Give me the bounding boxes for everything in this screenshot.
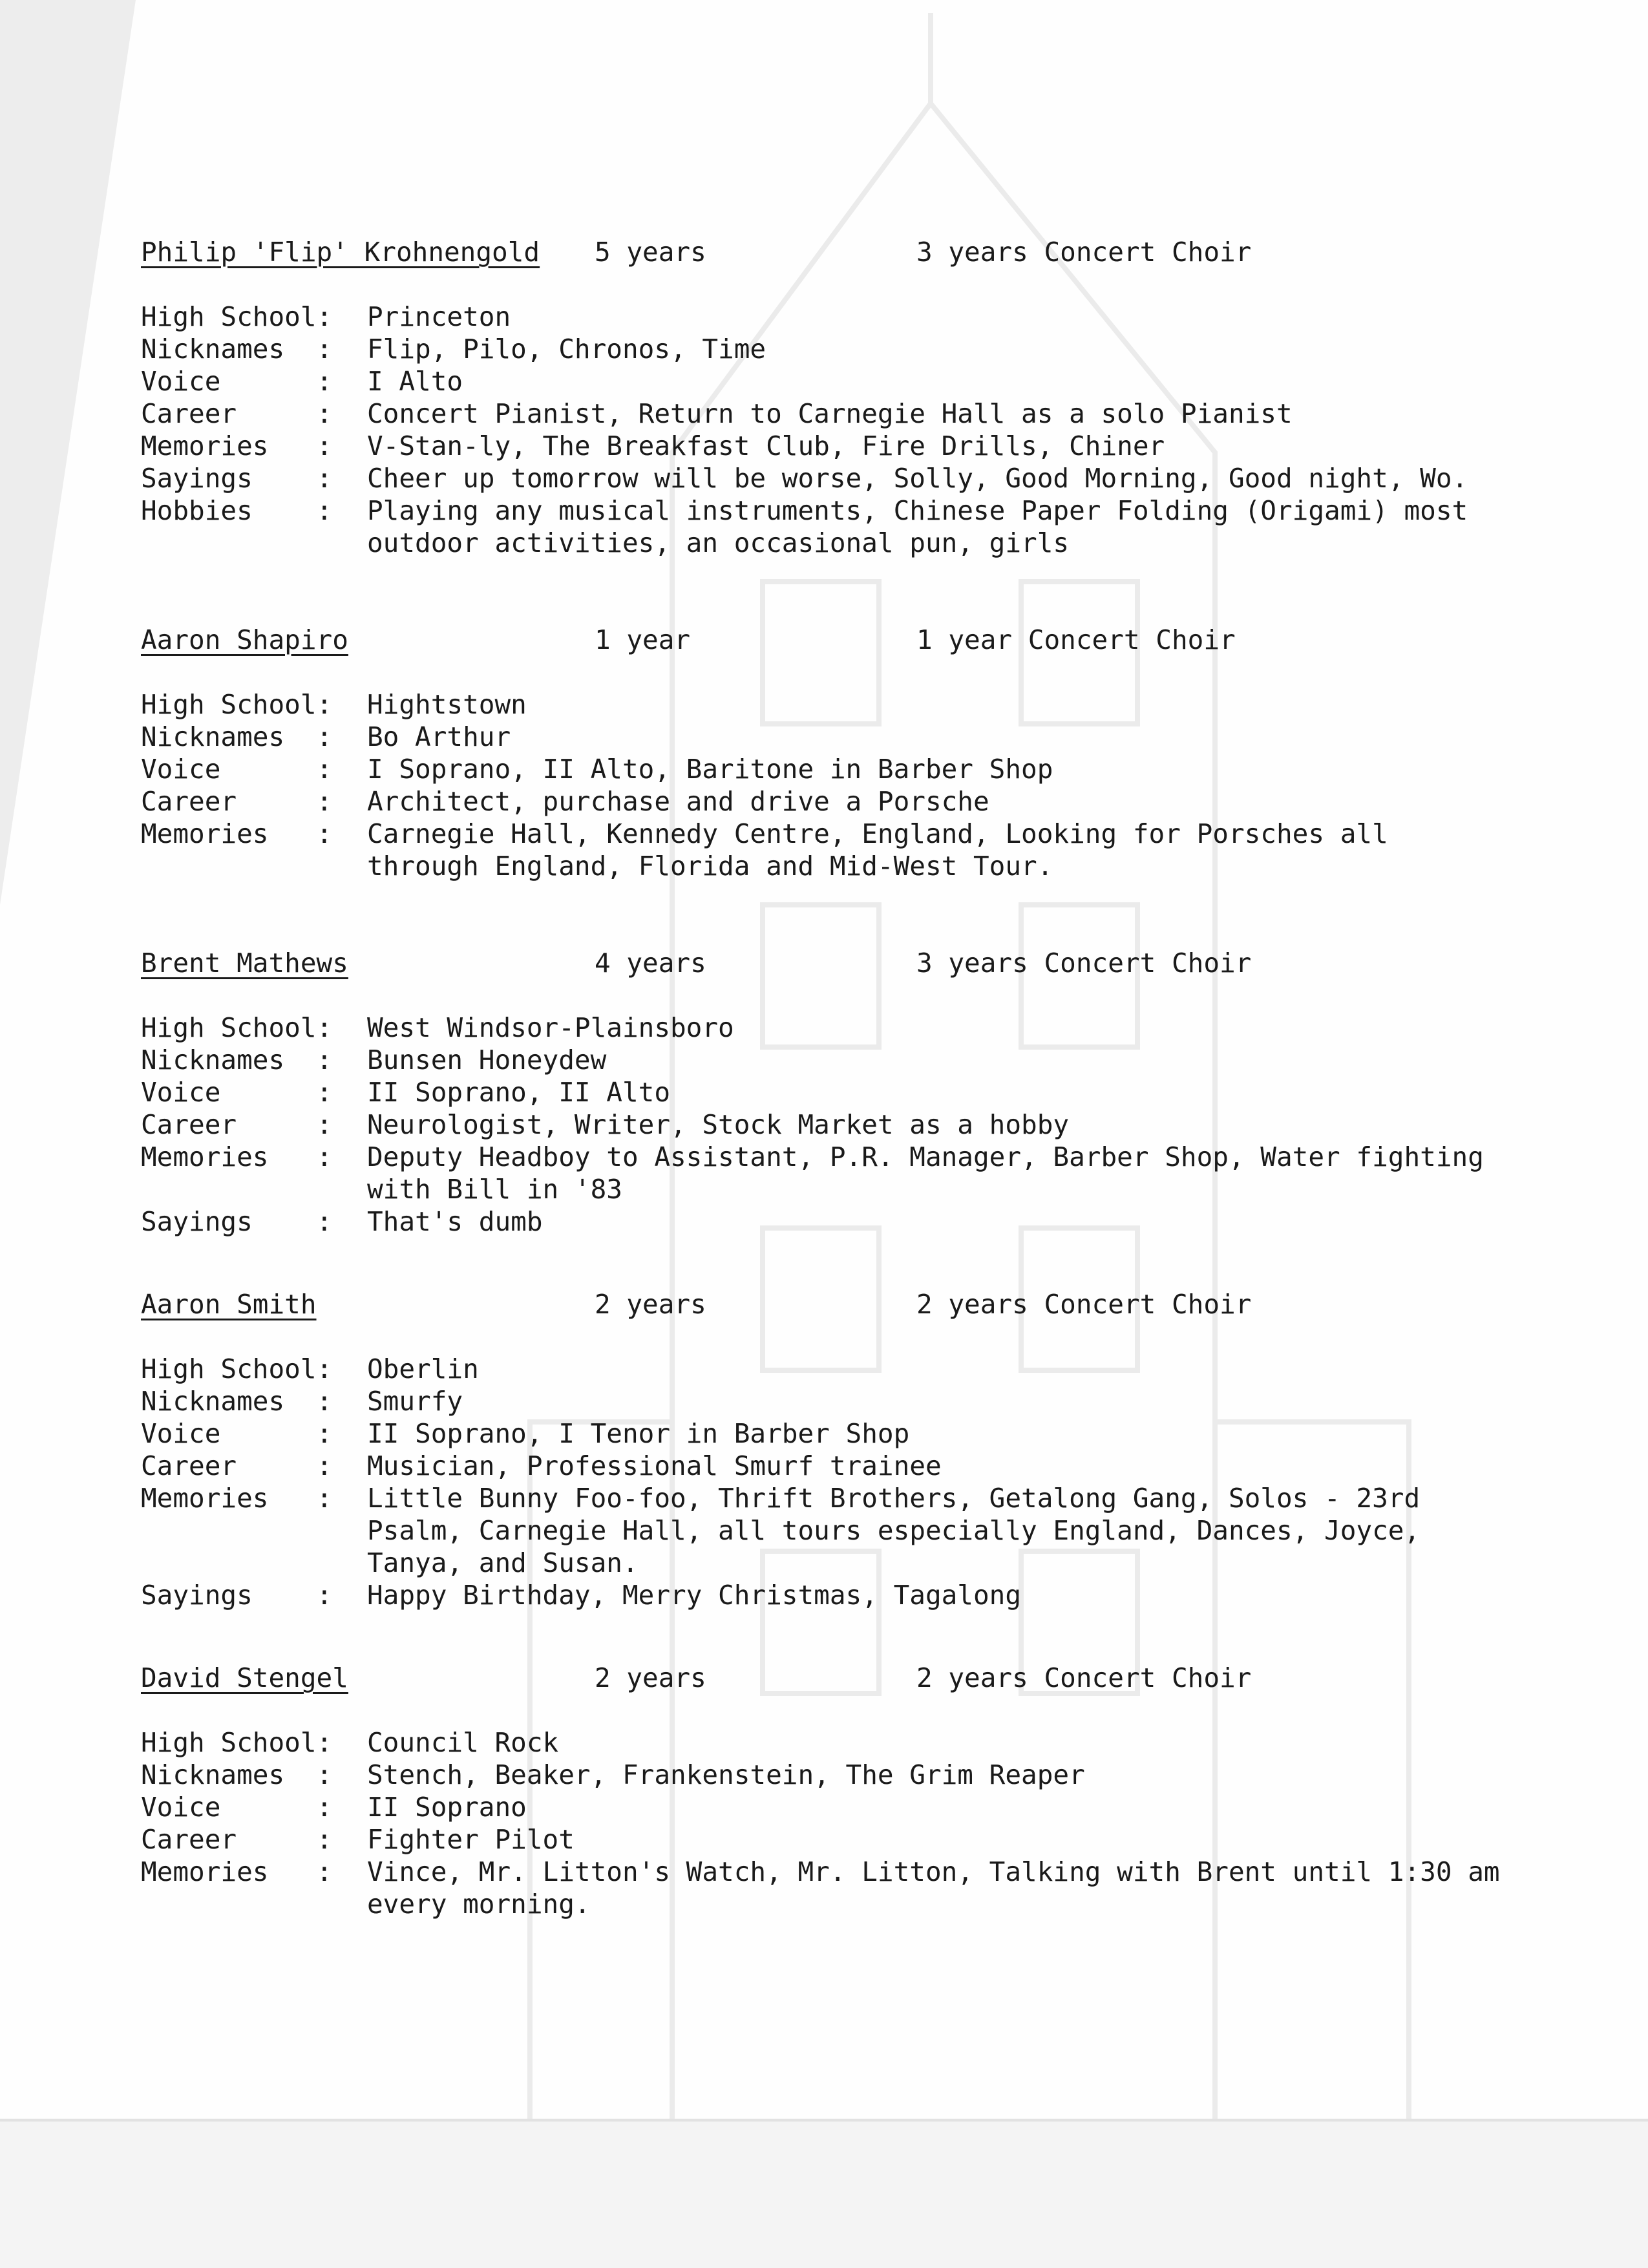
field-row bbox=[141, 785, 1498, 818]
field-label: Nicknames : bbox=[141, 721, 333, 752]
field-row bbox=[141, 1353, 1498, 1385]
page-bottom-edge bbox=[0, 2119, 1648, 2268]
member-years: 2 years bbox=[595, 1662, 706, 1693]
field-value: Hightstown bbox=[367, 689, 527, 720]
field-value: Princeton bbox=[367, 301, 511, 332]
member-name: Aaron Shapiro bbox=[141, 624, 348, 655]
field-row bbox=[141, 397, 1498, 430]
field-value: Flip, Pilo, Chronos, Time bbox=[367, 334, 766, 365]
field-row bbox=[141, 1044, 1498, 1076]
field-row bbox=[141, 462, 1498, 494]
field-value: I Alto bbox=[367, 366, 463, 397]
entry-header bbox=[141, 1288, 1498, 1320]
field-label: High School: bbox=[141, 1012, 333, 1043]
field-value: Vince, Mr. Litton's Watch, Mr. Litton, Talking with Brent until 1:30 am every morning. bbox=[367, 1856, 1500, 1920]
field-label: Nicknames : bbox=[141, 334, 333, 365]
entry-header bbox=[141, 236, 1498, 268]
field-label: Sayings : bbox=[141, 1580, 333, 1611]
field-value: Fighter Pilot bbox=[367, 1824, 575, 1855]
member-choir-years: 2 years Concert Choir bbox=[916, 1289, 1252, 1320]
field-label: Memories : bbox=[141, 430, 333, 461]
member-name: Philip 'Flip' Krohnengold bbox=[141, 237, 540, 268]
field-row bbox=[141, 1012, 1498, 1044]
field-label: Memories : bbox=[141, 818, 333, 849]
field-value: Smurfy bbox=[367, 1386, 463, 1417]
field-value: Musician, Professional Smurf trainee bbox=[367, 1450, 942, 1481]
member-years: 4 years bbox=[595, 948, 706, 979]
member-name: Brent Mathews bbox=[141, 948, 348, 979]
field-value: Stench, Beaker, Frankenstein, The Grim Reaper bbox=[367, 1759, 1085, 1790]
member-entry bbox=[141, 236, 1498, 559]
field-label: High School: bbox=[141, 689, 333, 720]
field-label: Memories : bbox=[141, 1483, 333, 1514]
field-label: Voice : bbox=[141, 1792, 333, 1823]
field-value: II Soprano bbox=[367, 1792, 527, 1823]
member-name: Aaron Smith bbox=[141, 1289, 317, 1320]
member-choir-years: 3 years Concert Choir bbox=[916, 948, 1252, 979]
field-label: Voice : bbox=[141, 754, 333, 785]
field-value: II Soprano, II Alto bbox=[367, 1077, 670, 1108]
member-entry bbox=[141, 947, 1498, 1238]
field-row bbox=[141, 1579, 1498, 1611]
member-years: 1 year bbox=[595, 624, 691, 655]
field-row bbox=[141, 333, 1498, 365]
field-row bbox=[141, 1759, 1498, 1791]
field-value: V-Stan-ly, The Breakfast Club, Fire Drills, Chiner bbox=[367, 430, 1165, 461]
entry-header bbox=[141, 624, 1498, 656]
field-row bbox=[141, 365, 1498, 397]
field-value: West Windsor-Plainsboro bbox=[367, 1012, 734, 1043]
field-row bbox=[141, 1108, 1498, 1141]
field-label: Nicknames : bbox=[141, 1386, 333, 1417]
field-row bbox=[141, 1417, 1498, 1450]
field-value: Neurologist, Writer, Stock Market as a hobby bbox=[367, 1109, 1070, 1140]
field-label: Memories : bbox=[141, 1141, 333, 1172]
field-value: II Soprano, I Tenor in Barber Shop bbox=[367, 1418, 910, 1449]
field-value: Happy Birthday, Merry Christmas, Tagalong bbox=[367, 1580, 1022, 1611]
field-value: Playing any musical instruments, Chinese Paper Folding (Origami) most outdoor activities, an occasional pun, girls bbox=[367, 495, 1468, 558]
field-row bbox=[141, 818, 1498, 882]
field-row bbox=[141, 1726, 1498, 1759]
field-label: High School: bbox=[141, 1727, 333, 1758]
field-row bbox=[141, 1823, 1498, 1856]
field-value: I Soprano, II Alto, Baritone in Barber Shop bbox=[367, 754, 1053, 785]
field-row bbox=[141, 1450, 1498, 1482]
field-label: Career : bbox=[141, 786, 333, 817]
field-value: Little Bunny Foo-foo, Thrift Brothers, Getalong Gang, Solos - 23rd Psalm, Carnegie Hall, all tours especially England, Dances, Joyce, Tanya, and Susan. bbox=[367, 1483, 1421, 1578]
entry-header bbox=[141, 1662, 1498, 1694]
field-value: Concert Pianist, Return to Carnegie Hall as a solo Pianist bbox=[367, 398, 1293, 429]
field-value: Carnegie Hall, Kennedy Centre, England, Looking for Porsches all through England, Florida and Mid-West Tour. bbox=[367, 818, 1388, 882]
roster-list bbox=[141, 236, 1498, 1920]
member-name: David Stengel bbox=[141, 1662, 348, 1693]
field-value: Oberlin bbox=[367, 1353, 479, 1384]
page-fold-shadow bbox=[0, 0, 136, 905]
field-label: Career : bbox=[141, 1450, 333, 1481]
field-label: Voice : bbox=[141, 1418, 333, 1449]
member-entry bbox=[141, 1288, 1498, 1611]
field-row bbox=[141, 721, 1498, 753]
field-value: Council Rock bbox=[367, 1727, 559, 1758]
field-row bbox=[141, 1141, 1498, 1205]
field-value: Bo Arthur bbox=[367, 721, 511, 752]
field-value: Deputy Headboy to Assistant, P.R. Manager, Barber Shop, Water fighting with Bill in '83 bbox=[367, 1141, 1484, 1205]
field-row bbox=[141, 1076, 1498, 1108]
field-value: Cheer up tomorrow will be worse, Solly, Good Morning, Good night, Wo. bbox=[367, 463, 1468, 494]
member-choir-years: 1 year Concert Choir bbox=[916, 624, 1236, 655]
field-row bbox=[141, 688, 1498, 721]
member-years: 2 years bbox=[595, 1289, 706, 1320]
field-label: Sayings : bbox=[141, 463, 333, 494]
member-entry bbox=[141, 1662, 1498, 1920]
member-choir-years: 3 years Concert Choir bbox=[916, 237, 1252, 268]
field-row bbox=[141, 1205, 1498, 1238]
member-choir-years: 2 years Concert Choir bbox=[916, 1662, 1252, 1693]
field-label: Voice : bbox=[141, 366, 333, 397]
entry-header bbox=[141, 947, 1498, 979]
field-row bbox=[141, 1482, 1498, 1579]
field-row bbox=[141, 430, 1498, 462]
field-value: Bunsen Honeydew bbox=[367, 1044, 607, 1076]
field-value: Architect, purchase and drive a Porsche bbox=[367, 786, 989, 817]
field-row bbox=[141, 1385, 1498, 1417]
field-label: Nicknames : bbox=[141, 1044, 333, 1076]
field-label: Memories : bbox=[141, 1856, 333, 1887]
field-label: High School: bbox=[141, 301, 333, 332]
member-years: 5 years bbox=[595, 237, 706, 268]
member-entry bbox=[141, 624, 1498, 882]
field-row bbox=[141, 753, 1498, 785]
field-label: High School: bbox=[141, 1353, 333, 1384]
field-row bbox=[141, 1856, 1498, 1920]
field-value: That's dumb bbox=[367, 1206, 543, 1237]
field-label: Nicknames : bbox=[141, 1759, 333, 1790]
field-label: Career : bbox=[141, 398, 333, 429]
field-label: Career : bbox=[141, 1824, 333, 1855]
field-label: Career : bbox=[141, 1109, 333, 1140]
field-row bbox=[141, 301, 1498, 333]
field-label: Sayings : bbox=[141, 1206, 333, 1237]
field-label: Hobbies : bbox=[141, 495, 333, 526]
field-label: Voice : bbox=[141, 1077, 333, 1108]
field-row bbox=[141, 1791, 1498, 1823]
field-row bbox=[141, 494, 1498, 559]
